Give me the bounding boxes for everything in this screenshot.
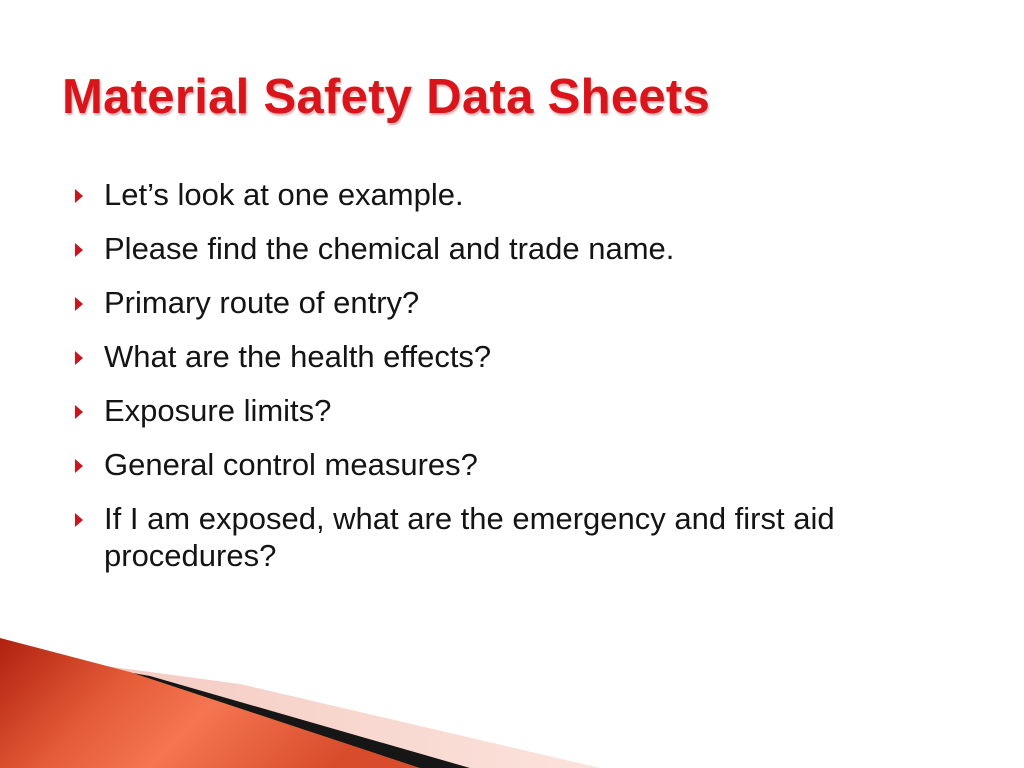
triangle-right-icon (75, 459, 83, 473)
triangle-right-icon (75, 513, 83, 527)
triangle-right-icon (75, 405, 83, 419)
bullet-item (75, 176, 975, 213)
red-swoosh (0, 638, 420, 768)
bottom-decoration (0, 638, 1024, 768)
bullet-text: If I am exposed, what are the emergency and first aid procedures? (104, 501, 835, 573)
triangle-right-icon (75, 243, 83, 257)
bullet-text: Primary route of entry? (104, 285, 420, 320)
bullet-text: Please find the chemical and trade name. (104, 231, 675, 266)
triangle-right-icon (75, 297, 83, 311)
slide-title: Material Safety Data Sheets (62, 70, 711, 124)
bullet-item (75, 446, 975, 483)
triangle-right-icon (75, 351, 83, 365)
bullet-item (75, 338, 975, 375)
bullet-text: What are the health effects? (104, 339, 492, 374)
bullet-item (75, 392, 975, 429)
bullet-text: General control measures? (104, 447, 478, 482)
bullet-text: Let’s look at one example. (104, 177, 464, 212)
bullet-item (75, 230, 975, 267)
bullet-item (75, 500, 975, 574)
bullet-text: Exposure limits? (104, 393, 332, 428)
bullet-item (75, 284, 975, 321)
triangle-right-icon (75, 189, 83, 203)
bullet-list (75, 176, 975, 591)
